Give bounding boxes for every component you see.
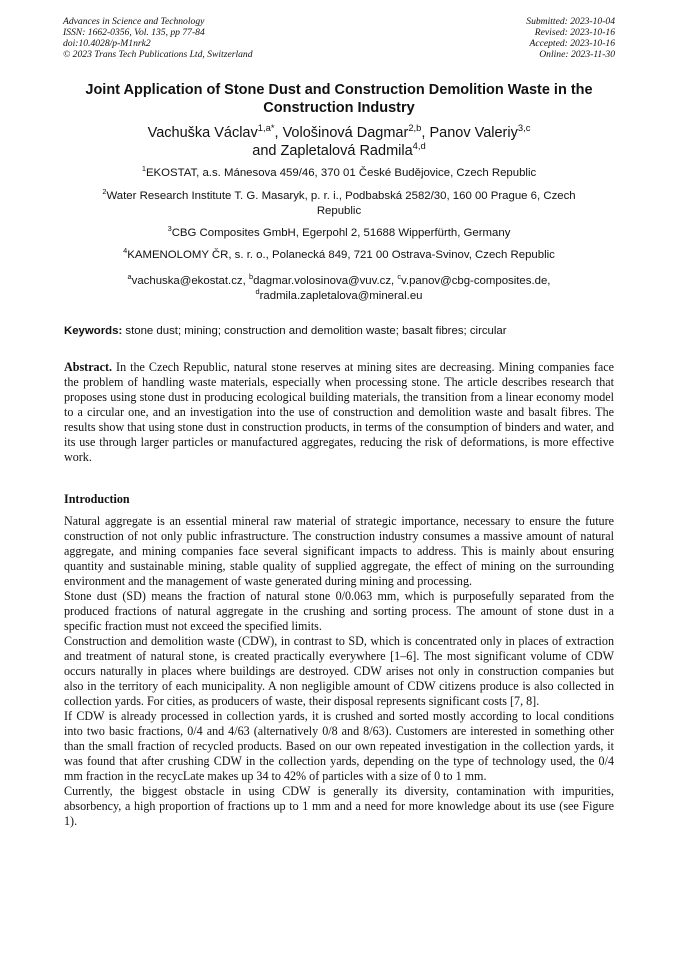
email[interactable]: $^c$v.panov@cbg-composites.de,	[397, 272, 551, 287]
email[interactable]: $^d$radmila.zapletalova@mineral.eu	[255, 287, 423, 302]
author: and Zapletalová Radmila$^{4,d}$	[252, 140, 426, 159]
email[interactable]: $^b$dagmar.volosinova@vuv.cz,	[248, 272, 398, 287]
abstract	[64, 360, 614, 465]
abstract-text: In the Czech Republic, natural stone reserves at mining sites are decreasing. Mining companies face the problem of handling waste materials, especially when processing stone. The article describes research that proposes using stone dust in producing ecological building materials, the transition from a linear economy model to a circular one, and an investigation into the use of construction and demolition waste and basalt fibres. The results show that using stone dust in construction products, in terms of the consumption of binders and water, and its use through larger particles or manufactured aggregates, reducing the risk of deformations, is more effective work.	[64, 360, 614, 464]
affiliation: $^2$Water Research Institute T. G. Masaryk, p. r. i., Podbabská 2582/30, 160 00 Prague 6, Czech Republic	[102, 187, 576, 217]
paper-title: Joint Application of Stone Dust and Construction Demolition Waste in the Construction Industry	[85, 82, 593, 116]
author-list	[60, 124, 618, 160]
keywords	[64, 324, 614, 339]
affiliation: $^1$EKOSTAT, a.s. Mánesova 459/46, 370 01 České Budějovice, Czech Republic	[141, 164, 537, 179]
author: Vološinová Dagmar$^{2,b}$,	[282, 122, 430, 141]
journal-line: ISSN: 1662-0356, Vol. 135, pp 77-84	[63, 27, 205, 38]
paragraph: Natural aggregate is an essential mineral raw material of strategic importance, necessary to ensure the future construction of not only public infrastructure. The construction industry consumes a massive amount of natural aggregate, and mining companies face several significant impacts to address. This is mainly about ensuring quantity and sustainable mining, stable quality of supplied aggregate, the effect of mining on the surrounding environment and the management of waste generated during mining and processing.	[64, 514, 614, 588]
date-line: Online: 2023-11-30	[539, 49, 615, 60]
date-line: Accepted: 2023-10-16	[529, 38, 615, 49]
dates-info	[526, 16, 615, 60]
section-heading-introduction: Introduction	[64, 492, 130, 506]
keywords-text: stone dust; mining; construction and demolition waste; basalt fibres; circular	[125, 325, 507, 337]
author: Panov Valeriy$^{3,c}$	[429, 122, 531, 141]
paragraph: If CDW is already processed in collection yards, it is crushed and sorted mostly according to local conditions into two basic fractions, 0/4 and 4/63 (alternatively 0/8 and 8/63). Customers are interested in something other than the small fraction of recycled products. Based on our own repeated investigation in the collection yards, it was found that after crushing CDW in the collection yards, depending on the type of technology used, the 0/4 mm fraction in the recycLate makes up 34 to 42% of particles with a size of 0 to 1 mm.	[64, 709, 614, 783]
journal-line: © 2023 Trans Tech Publications Ltd, Switzerland	[63, 49, 253, 60]
email[interactable]: $^a$vachuska@ekostat.cz,	[127, 272, 249, 287]
email-list	[60, 274, 618, 304]
date-line: Revised: 2023-10-16	[534, 27, 615, 38]
journal-info	[63, 16, 253, 60]
introduction-body	[64, 514, 614, 829]
affiliation: $^3$CBG Composites GmbH, Egerpohl 2, 51688 Wipperfürth, Germany	[167, 224, 511, 239]
keywords-label: Keywords:	[64, 325, 123, 337]
paragraph: Currently, the biggest obstacle in using CDW is generally its diversity, contamination with impurities, absorbency, a high proportion of fractions up to 1 mm and a need for more knowledge about its use (see Figure 1).	[64, 784, 614, 828]
paragraph: Stone dust (SD) means the fraction of natural stone 0/0.063 mm, which is purposefully separated from the produced fractions of natural aggregate in the crushing and sorting process. The amount of stone dust in a specific fraction must not exceed the specified limits.	[64, 589, 614, 633]
journal-line: doi:10.4028/p-M1nrk2	[63, 38, 151, 49]
abstract-label: Abstract.	[64, 360, 113, 374]
journal-line: Advances in Science and Technology	[63, 16, 205, 27]
author: Vachuška Václav$^{1,a*}$,	[147, 122, 283, 141]
paragraph: Construction and demolition waste (CDW), in contrast to SD, which is concentrated only in places of extraction and treatment of natural stone, is created practically everywhere [1–6]. The most significant volume of CDW occurs naturally in places where buildings are destroyed. CDW arises not only in construction companies but also in the territory of each municipality. A non negligible amount of CDW citizens produce is also collected in collection yards. For cities, as producers of waste, their disposal represents significant costs [7, 8].	[64, 634, 614, 708]
affiliation: $^4$KAMENOLOMY ČR, s. r. o., Polanecká 849, 721 00 Ostrava-Svinov, Czech Republic	[123, 246, 555, 261]
date-line: Submitted: 2023-10-04	[526, 16, 615, 27]
